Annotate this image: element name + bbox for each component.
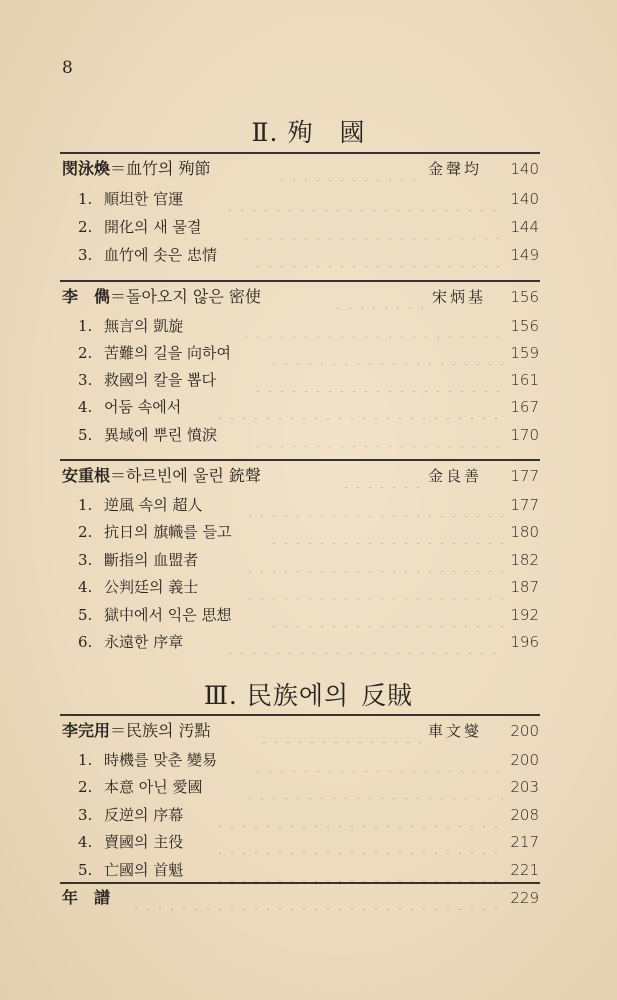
- section-title: 抗日의 旗幟를 들고: [104, 523, 232, 541]
- page-ref: 140: [510, 160, 539, 178]
- section-title: 本意 아닌 愛國: [104, 778, 203, 796]
- page-ref: 203: [510, 778, 539, 796]
- section-title: 順坦한 官運: [104, 190, 184, 208]
- section-number: 2.: [78, 344, 93, 362]
- chapter-author: 宋炳基: [432, 288, 487, 306]
- chapter-subtitle: ＝하르빈에 울린 銃聲: [110, 466, 261, 485]
- section-number: 6.: [78, 633, 93, 651]
- page-ref: 170: [510, 426, 539, 444]
- leader-dots: [258, 719, 426, 743]
- toc-section[interactable]: [0, 803, 617, 827]
- chapter-rule: [60, 280, 540, 282]
- section-number: 5.: [78, 606, 93, 624]
- section-number: 2.: [78, 778, 93, 796]
- toc-section[interactable]: [0, 520, 617, 544]
- page-ref: 159: [510, 344, 539, 362]
- toc-chapter[interactable]: [0, 157, 617, 181]
- section-number: 3.: [78, 551, 93, 569]
- leader-dots: [268, 341, 504, 365]
- page-ref: 200: [510, 722, 539, 740]
- leader-dots: [252, 423, 504, 447]
- leader-dots: [276, 157, 420, 181]
- leader-dots: [268, 603, 504, 627]
- section-title: 反逆의 序幕: [104, 806, 184, 824]
- page-ref: 144: [510, 218, 539, 236]
- chapter-subtitle: ＝돌아오지 않은 密使: [110, 287, 261, 306]
- toc-section[interactable]: [0, 493, 617, 517]
- section-number: 3.: [78, 371, 93, 389]
- chapter-subtitle: ＝血竹의 殉節: [110, 159, 211, 178]
- section-number: 5.: [78, 861, 93, 879]
- section-title: 苦難의 길을 向하여: [104, 344, 231, 362]
- section-title: 斷指의 血盟者: [104, 551, 199, 569]
- part-title-word-b: 國: [339, 118, 366, 147]
- part-title-3: [0, 676, 617, 712]
- chapter-subtitle: ＝民族의 汚點: [110, 721, 211, 740]
- page-ref: 192: [510, 606, 539, 624]
- chapter-person: 李完用: [62, 721, 111, 740]
- section-number: 1.: [78, 317, 93, 335]
- part-title-word-a: 民族에의: [246, 681, 350, 710]
- section-number: 4.: [78, 578, 93, 596]
- leader-dots: [252, 748, 504, 772]
- part-title-word-a: 殉: [287, 118, 314, 147]
- section-title: 公判廷의 義士: [104, 578, 199, 596]
- toc-section[interactable]: [0, 187, 617, 211]
- section-number: 2.: [78, 218, 93, 236]
- section-title: 異域에 뿌린 憤淚: [104, 426, 218, 444]
- toc-chapter[interactable]: [0, 464, 617, 488]
- leader-dots: [214, 858, 502, 882]
- part-title-word-b: 反賊: [361, 681, 414, 710]
- page-ref: 167: [510, 398, 539, 416]
- section-number: 1.: [78, 190, 93, 208]
- section-number: 4.: [78, 398, 93, 416]
- toc-section[interactable]: [0, 630, 617, 654]
- chapter-person: 閔泳煥: [62, 159, 111, 178]
- section-title: 時機를 맞춘 變易: [104, 751, 218, 769]
- section-title: 血竹에 솟은 忠情: [104, 246, 218, 264]
- page-ref: 180: [510, 523, 539, 541]
- leader-dots: [252, 243, 504, 267]
- leader-dots: [244, 548, 504, 572]
- page-ref: 208: [510, 806, 539, 824]
- section-title: 賣國의 主役: [104, 833, 184, 851]
- chapter-person: 李 儁: [62, 287, 111, 306]
- section-title: 獄中에서 익은 思想: [104, 606, 232, 624]
- leader-dots: [214, 395, 502, 419]
- section-number: 4.: [78, 833, 93, 851]
- chronology-label: 年 譜: [62, 888, 111, 907]
- leader-dots: [332, 285, 428, 309]
- toc-chronology[interactable]: [0, 886, 617, 910]
- chapter-rule: [60, 714, 540, 716]
- leader-dots: [240, 215, 504, 239]
- toc-section[interactable]: [0, 423, 617, 447]
- toc-section[interactable]: [0, 603, 617, 627]
- leader-dots: [224, 187, 500, 211]
- section-number: 1.: [78, 751, 93, 769]
- toc-section[interactable]: [0, 314, 617, 338]
- leader-dots: [340, 464, 424, 488]
- toc-section[interactable]: [0, 748, 617, 772]
- section-number: 3.: [78, 246, 93, 264]
- leader-dots: [268, 520, 504, 544]
- page-ref: 156: [510, 317, 539, 335]
- page-number: 8: [62, 58, 73, 78]
- page-ref: 229: [510, 889, 539, 907]
- section-number: 5.: [78, 426, 93, 444]
- leader-dots: [224, 630, 504, 654]
- chapter-author: 車文燮: [428, 722, 483, 740]
- page-ref: 217: [510, 833, 539, 851]
- part-numeral: Ⅲ.: [203, 681, 238, 710]
- chapter-rule: [60, 152, 540, 154]
- part-numeral: Ⅱ.: [251, 118, 279, 147]
- section-title: 逆風 속의 超人: [104, 496, 203, 514]
- page-ref: 140: [510, 190, 539, 208]
- section-title: 救國의 칼을 뽑다: [104, 371, 216, 389]
- page-ref: 161: [510, 371, 539, 389]
- toc-section[interactable]: [0, 215, 617, 239]
- section-title: 永遠한 序章: [104, 633, 184, 651]
- leader-dots: [214, 803, 502, 827]
- page-ref: 177: [510, 467, 539, 485]
- chapter-person: 安重根: [62, 466, 111, 485]
- part-title-2: [0, 113, 617, 149]
- leader-dots: [240, 314, 504, 338]
- leader-dots: [244, 493, 504, 517]
- toc-section[interactable]: [0, 368, 617, 392]
- page-ref: 177: [510, 496, 539, 514]
- toc-section[interactable]: [0, 395, 617, 419]
- section-number: 3.: [78, 806, 93, 824]
- chapter-author: 金聲均: [428, 160, 483, 178]
- leader-dots: [244, 575, 504, 599]
- chapter-rule: [60, 882, 540, 884]
- section-title: 어둠 속에서: [104, 398, 182, 416]
- toc-chapter[interactable]: [0, 719, 617, 743]
- toc-section[interactable]: [0, 575, 617, 599]
- leader-dots: [130, 886, 504, 910]
- toc-section[interactable]: [0, 858, 617, 882]
- page-ref: 221: [510, 861, 539, 879]
- toc-section[interactable]: [0, 243, 617, 267]
- page-ref: 187: [510, 578, 539, 596]
- toc-section[interactable]: [0, 775, 617, 799]
- toc-chapter[interactable]: [0, 285, 617, 309]
- page-ref: 182: [510, 551, 539, 569]
- section-number: 1.: [78, 496, 93, 514]
- leader-dots: [214, 830, 502, 854]
- section-title: 無言의 凱旋: [104, 317, 184, 335]
- leader-dots: [244, 775, 504, 799]
- section-number: 2.: [78, 523, 93, 541]
- chapter-rule: [60, 459, 540, 461]
- toc-section[interactable]: [0, 548, 617, 572]
- section-title: 亡國의 首魁: [104, 861, 184, 879]
- page-ref: 200: [510, 751, 539, 769]
- section-title: 開化의 새 물결: [104, 218, 202, 236]
- toc-section[interactable]: [0, 341, 617, 365]
- toc-section[interactable]: [0, 830, 617, 854]
- chapter-author: 金良善: [428, 467, 483, 485]
- page-ref: 196: [510, 633, 539, 651]
- leader-dots: [252, 368, 504, 392]
- page-ref: 156: [510, 288, 539, 306]
- page-ref: 149: [510, 246, 539, 264]
